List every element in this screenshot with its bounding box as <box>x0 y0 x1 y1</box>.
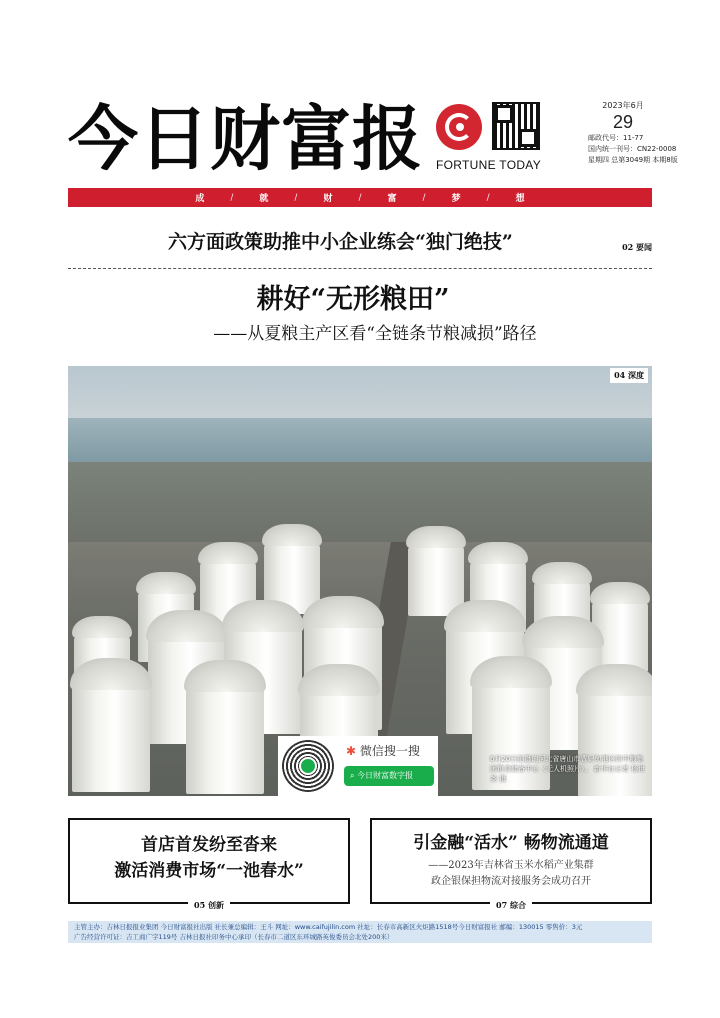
mini-program-qr-icon[interactable] <box>282 740 334 792</box>
headline-policy[interactable] <box>68 228 652 258</box>
lead-headline-title[interactable]: 耕好“无形粮田” <box>256 284 450 315</box>
wechat-search-text: 微信搜一搜 <box>359 744 420 758</box>
lead-photo[interactable] <box>68 366 652 796</box>
photo-sea <box>68 418 652 462</box>
teaser-box-innovation[interactable] <box>68 818 350 910</box>
newspaper-title: 今日财富报 <box>68 97 423 180</box>
motto-separator: / <box>230 192 234 203</box>
teaser-box-general[interactable] <box>370 818 652 910</box>
silo <box>72 686 150 792</box>
footer-line1: 主管主办：吉林日报报业集团 今日财富报社出版 社长兼总编辑：王斗 网址：www.caifujilin.com 社址：长春市高新区火炬路1518号今日财富报社 邮编：130015 零售价：3元 <box>74 923 583 931</box>
issue-info <box>588 100 678 166</box>
motto-bar <box>68 188 652 207</box>
photo-port <box>68 462 652 542</box>
publisher-footer <box>68 921 652 943</box>
logo-english-name: FORTUNE TODAY <box>436 158 542 172</box>
motto-char: 想 <box>515 194 525 204</box>
page-tag-general[interactable] <box>372 900 650 911</box>
serial-number: 国内统一刊号：CN22-0008 <box>588 145 677 153</box>
motto-char: 财 <box>323 194 333 204</box>
page-tag-innovation[interactable] <box>70 900 348 911</box>
photo-caption: 6月20日拍摄的河北省唐山市曹妃甸港区的中粮集团粮食储备中心（无人机照片）。 新华社记者 杨世尧 摄 <box>490 755 645 783</box>
search-digital-edition-button[interactable] <box>344 766 434 786</box>
masthead <box>68 96 678 184</box>
search-button-label: 今日财富数字报 <box>357 771 414 780</box>
headline-policy-title[interactable]: 六方面政策助推中小企业练会“独门绝技” <box>168 231 513 253</box>
silo <box>186 688 264 794</box>
teaser-subtitle-line2[interactable]: 政企银保担物流对接服务会成功召开 <box>431 876 591 887</box>
teaser-title[interactable]: 引金融“活水” 畅物流通道 <box>413 833 609 853</box>
divider <box>68 268 652 269</box>
search-icon: ⌕ <box>350 771 355 780</box>
issue-day: 29 <box>612 112 634 132</box>
motto-char: 富 <box>387 194 397 204</box>
wechat-search-icon: ✱ <box>346 744 357 758</box>
qr-code-icon[interactable] <box>492 102 540 150</box>
wechat-search-banner[interactable] <box>278 736 438 796</box>
page-tag-innovation-label[interactable]: 05 创新 <box>188 900 230 910</box>
page-tag-general-label[interactable]: 07 综合 <box>490 900 532 910</box>
page-tag-news[interactable]: 02 要闻 <box>622 242 652 252</box>
motto-char: 就 <box>259 194 269 204</box>
motto-separator: / <box>486 192 490 203</box>
teaser-subtitle-line1[interactable]: ——2023年吉林省玉米水稻产业集群 <box>428 860 594 871</box>
issue-number: 星期四 总第3049期 本期8版 <box>588 156 678 164</box>
lead-headline[interactable] <box>68 280 652 346</box>
motto-char: 梦 <box>451 194 461 204</box>
motto-char: 成 <box>195 194 205 204</box>
postal-code: 邮政代号：11-77 <box>588 134 644 142</box>
lead-headline-subtitle[interactable]: ——从夏粮主产区看“全链条节粮减损”路径 <box>213 324 537 344</box>
motto-separator: / <box>294 192 298 203</box>
motto-separator: / <box>358 192 362 203</box>
footer-line2: 广告经营许可证：吉工商广字119号 吉林日报社印务中心承印（长春市二道区东环城路英俊委员会北处200米） <box>74 933 394 941</box>
page-tag-depth[interactable]: 04 深度 <box>610 368 648 383</box>
fortune-logo-icon <box>436 104 482 150</box>
wechat-search-label <box>346 742 420 759</box>
teaser-title-line1[interactable]: 首店首发纷至沓来 <box>141 835 277 855</box>
motto-separator: / <box>422 192 426 203</box>
issue-date: 2023年6月 <box>602 101 644 110</box>
teaser-title-line2[interactable]: 激活消费市场“一池春水” <box>114 861 304 881</box>
